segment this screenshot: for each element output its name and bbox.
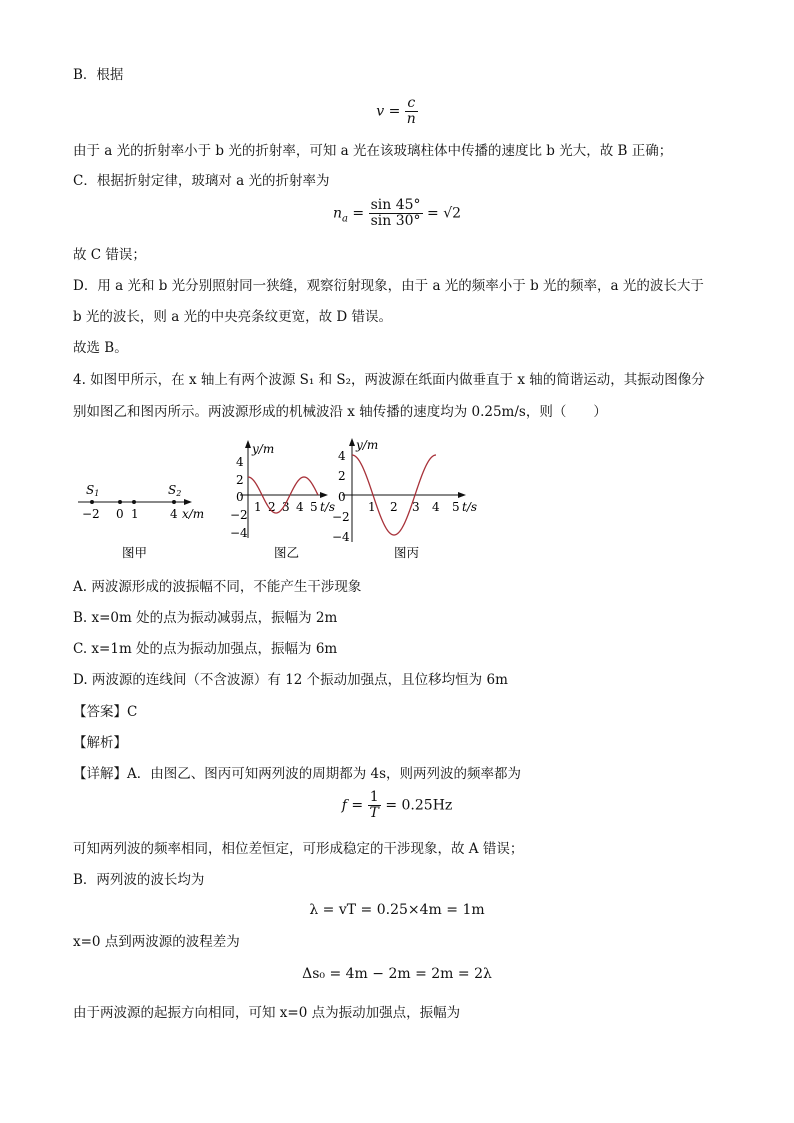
bing-ttick-5: 5 xyxy=(452,500,460,514)
eq-n-fraction xyxy=(369,198,423,229)
eq-v-fraction xyxy=(405,96,418,127)
eq-f-rhs: = 0.25Hz xyxy=(385,797,453,814)
bing-ttick-2: 2 xyxy=(390,500,398,514)
yi-ttick-1: 1 xyxy=(254,500,262,514)
option-c: C. x=1m 处的点为振动加强点，振幅为 6m xyxy=(73,641,338,657)
q4-figures xyxy=(70,432,510,572)
bing-ytick-4: 4 xyxy=(338,449,346,463)
eq-v-numerator: c xyxy=(405,96,418,112)
text-choose: 故选 B。 xyxy=(73,340,128,356)
option-d: D. 两波源的连线间（不含波源）有 12 个振动加强点，且位移均恒为 6m xyxy=(73,672,508,688)
bing-ytick-neg2: −2 xyxy=(332,510,350,524)
caption-yi: 图乙 xyxy=(274,545,300,560)
option-c-heading: C．根据折射定律，玻璃对 a 光的折射率为 xyxy=(73,173,330,189)
jia-tick-1: 1 xyxy=(131,507,139,521)
jia-s1-label: S1 xyxy=(86,483,100,498)
equation-n: $n_a$ = $\frac{\sin 45^\circ}{\sin 30^\circ}$ = √2 xyxy=(332,197,462,229)
yi-y-label: y/m xyxy=(252,442,275,456)
text-x0: x=0 点到两波源的波程差为 xyxy=(73,934,240,950)
yi-ytick-2: 2 xyxy=(236,473,244,487)
yi-ytick-neg2: −2 xyxy=(230,508,248,522)
bing-ttick-3: 3 xyxy=(412,500,420,514)
bing-ttick-1: 1 xyxy=(368,500,376,514)
option-b: B. x=0m 处的点为振动减弱点，振幅为 2m xyxy=(73,610,338,626)
answer-line: 【答案】C xyxy=(73,704,138,720)
bing-y-label: y/m xyxy=(356,438,379,452)
yi-ytick-0: 0 xyxy=(236,490,244,504)
option-b2-heading: B．两列波的波长均为 xyxy=(73,872,205,888)
bing-ytick-neg4: −4 xyxy=(332,530,350,544)
eq-f-denominator: T xyxy=(369,805,379,821)
eq-n-numerator: sin 45° xyxy=(370,197,421,213)
jia-s2-label: S2 xyxy=(168,483,182,498)
eq-f-lhs: f = xyxy=(341,797,364,814)
yi-t-label: t/s xyxy=(320,500,336,514)
equation-delta-s: Δs₀ = 4m − 2m = 2m = 2λ xyxy=(302,966,492,982)
figure-yi xyxy=(230,440,335,560)
q4-stem-line1: 4. 如图甲所示，在 x 轴上有两个波源 S₁ 和 S₂，两波源在纸面内做垂直于 x 轴的简谐运动，其振动图像分 xyxy=(73,372,705,388)
eq-f-numerator: 1 xyxy=(368,790,381,806)
detail-line: 【详解】A．由图乙、图丙可知两列波的周期都为 4s，则两列波的频率都为 xyxy=(73,766,522,782)
q4-stem-line2: 别如图乙和图丙所示。两波源形成的机械波沿 x 轴传播的速度均为 0.25m/s，则（ ） xyxy=(73,404,607,420)
equation-v xyxy=(0,96,794,127)
figure-jia xyxy=(78,483,204,560)
equation-f xyxy=(0,790,794,821)
eq-v-lhs: v = xyxy=(376,103,401,120)
eq-n-lhs: n xyxy=(332,205,342,222)
yi-ytick-neg4: −4 xyxy=(230,526,248,540)
eq-n-denominator: sin 30° xyxy=(370,213,421,229)
bing-ytick-0: 0 xyxy=(338,490,346,504)
bing-ytick-2: 2 xyxy=(338,469,346,483)
jia-tick-0: 0 xyxy=(116,507,124,521)
jia-axis-label: x/m xyxy=(182,507,205,521)
text-c-wrong: 故 C 错误； xyxy=(73,247,146,263)
text-freq-same: 可知两列波的频率相同，相位差恒定，可形成稳定的干涉现象，故 A 错误； xyxy=(73,841,524,857)
text-last: 由于两波源的起振方向相同，可知 x=0 点为振动加强点，振幅为 xyxy=(73,1005,461,1021)
equation-lambda: λ = vT = 0.25×4m = 1m xyxy=(309,902,485,918)
eq-v-denominator: n xyxy=(406,111,416,127)
analysis-heading: 【解析】 xyxy=(73,735,127,751)
caption-bing: 图丙 xyxy=(394,545,420,560)
eq-f-fraction xyxy=(368,790,381,821)
jia-tick-neg2: −2 xyxy=(82,507,100,521)
text-d-line1: D．用 a 光和 b 光分别照射同一狭缝，观察衍射现象，由于 a 光的频率小于 b 光的频率，a 光的波长大于 xyxy=(73,278,704,294)
caption-jia: 图甲 xyxy=(122,545,148,560)
option-b-heading: B．根据 xyxy=(73,67,124,83)
yi-ttick-2: 2 xyxy=(268,500,276,514)
yi-ttick-4: 4 xyxy=(296,500,304,514)
option-a: A. 两波源形成的波振幅不同，不能产生干涉现象 xyxy=(73,579,362,595)
yi-ttick-3: 3 xyxy=(282,500,290,514)
text-d-line2: b 光的波长，则 a 光的中央亮条纹更宽，故 D 错误。 xyxy=(73,309,392,325)
figure-bing xyxy=(332,438,477,560)
eq-n-rhs: = √2 xyxy=(427,205,462,222)
yi-ttick-5: 5 xyxy=(310,500,318,514)
yi-ytick-4: 4 xyxy=(236,455,244,469)
eq-n-sub: a xyxy=(342,213,348,225)
bing-ttick-4: 4 xyxy=(432,500,440,514)
jia-tick-4: 4 xyxy=(170,507,178,521)
bing-t-label: t/s xyxy=(462,500,478,514)
text-b-reason: 由于 a 光的折射率小于 b 光的折射率，可知 a 光在该玻璃柱体中传播的速度比 b 光大，故 B 正确； xyxy=(73,143,673,159)
